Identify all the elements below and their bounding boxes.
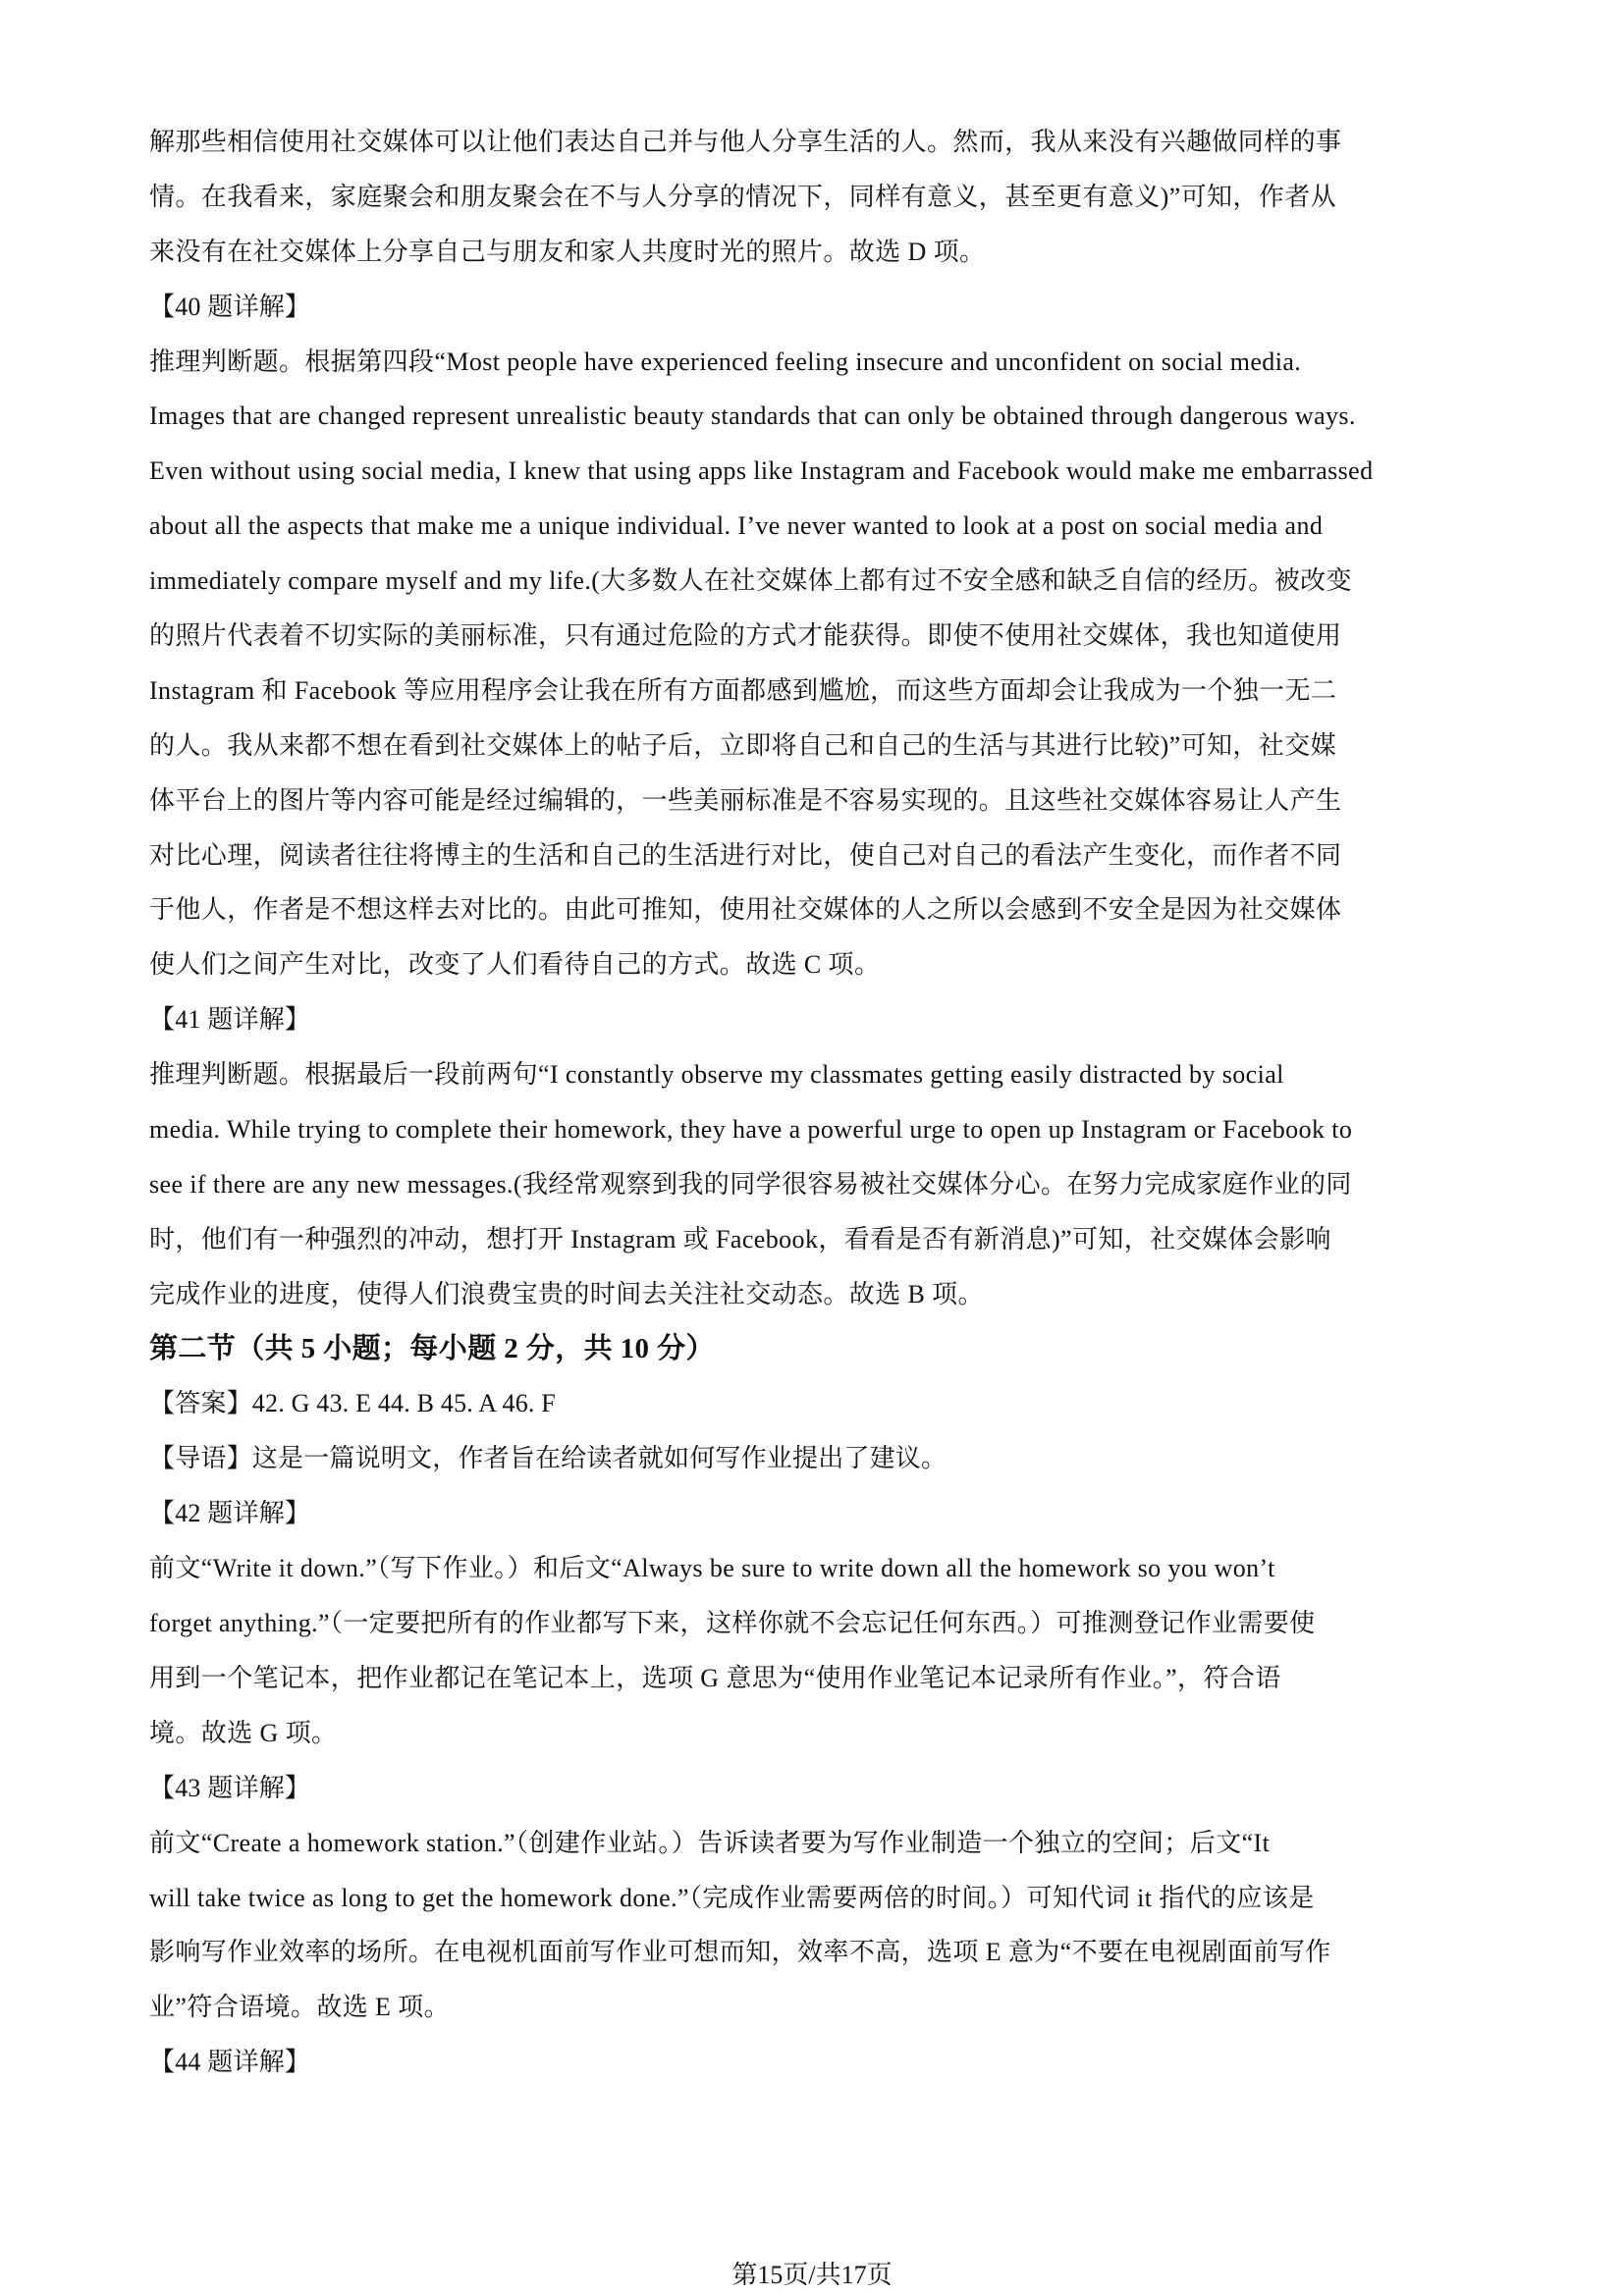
paragraph-line: 对比心理，阅读者往往将博主的生活和自己的生活进行对比，使自己对自己的看法产生变化，而作者不同 [149,840,1342,870]
paragraph-line: 前文“Create a homework station.”（创建作业站。）告诉读者要为写作业制造一个独立的空间；后文“It [149,1828,1271,1857]
page-number-footer: 第15页/共17页 [731,2261,893,2289]
paragraph-line: 业”符合语境。故选 E 项。 [149,1993,451,2022]
paragraph-line: media. While trying to complete their homework, they have a powerful urge to open up Instagram or Facebook to [149,1115,1353,1145]
paragraph-line: 影响写作业效率的场所。在电视机面前写作业可想而知，效率不高，选项 E 意为“不要在电视剧面前写作 [149,1938,1331,1967]
paragraph-line: 时，他们有一种强烈的冲动，想打开 Instagram 或 Facebook，看看是否有新消息)”可知，社交媒体会影响 [149,1224,1331,1254]
question-label: 【41 题详解】 [149,1005,311,1035]
paragraph-line: 解那些相信使用社交媒体可以让他们表达自己并与他人分享生活的人。然而，我从来没有兴趣做同样的事 [149,128,1342,156]
paragraph-line: 前文“Write it down.”（写下作业。）和后文“Always be sure to write down all the homework so you won’t [149,1554,1275,1583]
paragraph-line: will take twice as long to get the homework done.”（完成作业需要两倍的时间。）可知代词 it 指代的应该是 [149,1883,1315,1912]
paragraph-line: about all the aspects that make me a unique individual. I’ve never wanted to look at a post on social media and [149,511,1324,541]
paragraph-line: forget anything.”（一定要把所有的作业都写下来，这样你就不会忘记任何东西。）可推测登记作业需要使 [149,1609,1316,1638]
paragraph-line: Images that are changed represent unrealistic beauty standards that can only be obtained through dangerous ways. [149,401,1356,431]
paragraph-line: 情。在我看来，家庭聚会和朋友聚会在不与人分享的情况下，同样有意义，甚至更有意义)”可知，作者从 [149,182,1336,211]
paragraph-line: 体平台上的图片等内容可能是经过编辑的，一些美丽标准是不容易实现的。且这些社交媒体容易让人产生 [149,785,1342,815]
question-label: 【44 题详解】 [149,2048,311,2077]
question-label: 【42 题详解】 [149,1499,311,1528]
question-label: 【40 题详解】 [149,292,311,321]
paragraph-line: see if there are any new messages.(我经常观察到我的同学很容易被社交媒体分心。在努力完成家庭作业的同 [149,1169,1352,1199]
page-content [149,115,1485,2090]
paragraph-line: 的人。我从来都不想在看到社交媒体上的帖子后，立即将自己和自己的生活与其进行比较)”可知，社交媒 [149,730,1336,760]
paragraph-line: 推理判断题。根据第四段“Most people have experienced feeling insecure and unconfident on social media. [149,347,1302,376]
question-label: 【答案】42. G 43. E 44. B 45. A 46. F [149,1389,556,1418]
section-heading: 第二节（共 5 小题；每小题 2 分，共 10 分） [149,1332,715,1364]
paragraph-line: 于他人，作者是不想这样去对比的。由此可推知，使用社交媒体的人之所以会感到不安全是因为社交媒体 [149,895,1342,925]
question-label: 【43 题详解】 [149,1773,311,1802]
paragraph-line: 境。故选 G 项。 [149,1718,338,1747]
question-label: 【导语】这是一篇说明文，作者旨在给读者就如何写作业提出了建议。 [149,1444,947,1473]
paragraph-line: 完成作业的进度，使得人们浪费宝贵的时间去关注社交动态。故选 B 项。 [149,1279,984,1308]
paragraph-line: Instagram 和 Facebook 等应用程序会让我在所有方面都感到尴尬，而这些方面却会让我成为一个独一无二 [149,675,1337,705]
paragraph-line: immediately compare myself and my life.(大多数人在社交媒体上都有过不安全感和缺乏自信的经历。被改变 [149,566,1352,596]
paragraph-line: Even without using social media, I knew that using apps like Instagram and Facebook would make me embarrassed [149,456,1374,486]
paragraph-line: 的照片代表着不切实际的美丽标准，只有通过危险的方式才能获得。即使不使用社交媒体，我也知道使用 [149,621,1342,651]
paragraph-line: 来没有在社交媒体上分享自己与朋友和家人共度时光的照片。故选 D 项。 [149,237,986,266]
paragraph-line: 推理判断题。根据最后一段前两句“I constantly observe my classmates getting easily distracted by social [149,1060,1284,1090]
paragraph-line: 使人们之间产生对比，改变了人们看待自己的方式。故选 C 项。 [149,950,881,980]
paragraph-line: 用到一个笔记本，把作业都记在笔记本上，选项 G 意思为“使用作业笔记本记录所有作业。”，符合语 [149,1663,1281,1692]
